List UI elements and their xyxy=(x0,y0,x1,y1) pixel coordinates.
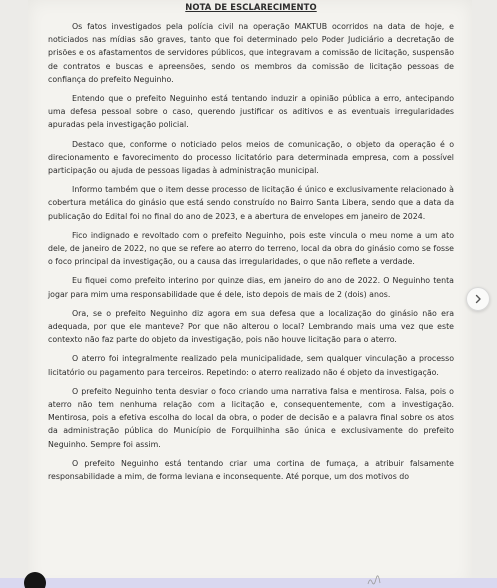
avatar[interactable] xyxy=(24,572,46,588)
bottom-bar xyxy=(0,578,497,588)
signature-mark xyxy=(367,572,381,582)
paragraph-9: O prefeito Neguinho tenta desviar o foco criando uma narrativa falsa e mentirosa. Falsa, pois o aterro não tem nenhuma relação com a licitação e, consequentemente, com a investigação. Mentirosa, pois a efetiva escolha do local da obra, o poder de decisão e a palavra final sobre os atos da administração pública do Município de Forquilhinha são única e exclusivamente do prefeito Neguinho. Sempre foi assim. xyxy=(48,386,454,449)
next-button[interactable] xyxy=(466,287,490,311)
document-title: NOTA DE ESCLARECIMENTO xyxy=(185,2,317,12)
paragraph-8: O aterro foi integralmente realizado pela municipalidade, sem qualquer vinculação a processo licitatório ou pagamento para terceiros. Repetindo: o aterro realizado não é objeto da investigação. xyxy=(48,354,454,377)
document-body xyxy=(48,0,454,489)
paragraph-7: Ora, se o prefeito Neguinho diz agora em sua defesa que a localização do ginásio não era adequada, por que ele manteve? Por que não alterou o local? Lembrando mais uma vez que este contexto não faz parte do objeto da investigação, pois não houve licitação para o aterro. xyxy=(48,308,454,345)
paragraph-2: Entendo que o prefeito Neguinho está tentando induzir a opinião pública a erro, antecipando uma defesa pessoal sobre o caso, querendo justificar os aditivos e as eventuais irregularidades apuradas pela investigação policial. xyxy=(48,94,454,130)
paragraph-5: Fico indignado e revoltado com o prefeito Neguinho, pois este vincula o meu nome a um ato dele, de janeiro de 2022, no que se refere ao aterro do terreno, local da obra do ginásio como se fosse o foco principal da investigação, ou a causa das irregularidades, o que não reflete a verdade. xyxy=(48,230,454,267)
paragraph-4: Informo também que o item desse processo de licitação é único e exclusivamente relacionado à cobertura metálica do ginásio que está sendo construído no Bairro Santa Libera, sendo que a data da publicação do Edital foi no final do ano de 2023, e a abertura de envelopes em janeiro de 2024. xyxy=(48,185,454,221)
paragraph-10: O prefeito Neguinho está tentando criar uma cortina de fumaça, a atribuir falsamente responsabilidade a mim, de forma leviana e inconsequente. Até porque, um dos motivos do xyxy=(48,458,454,482)
paragraph-1: Os fatos investigados pela polícia civil na operação MAKTUB ocorridos na data de hoje, e noticiados nas mídias são graves, tanto que foi determinado pelo Poder Judiciário a decretação de prisões e os afastamentos de servidores públicos, que integravam a comissão de licitação, suspensão de contratos e buscas e apreensões, sendo os membros da comissão de licitação pessoas de confiança do prefeito Neguinho. xyxy=(48,22,454,84)
chevron-right-icon xyxy=(473,294,483,304)
paragraph-6: Eu fiquei como prefeito interino por quinze dias, em janeiro do ano de 2022. O Neguinho tenta jogar para mim uma responsabilidade que é dele, isto depois de mais de 2 (dois) anos. xyxy=(48,276,454,299)
paragraph-3: Destaco que, conforme o noticiado pelos meios de comunicação, o objeto da operação é o direcionamento e favorecimento do processo licitatório para determinada empresa, com a possível participação ou ajuda de pessoas ligadas à administração municipal. xyxy=(48,139,454,176)
